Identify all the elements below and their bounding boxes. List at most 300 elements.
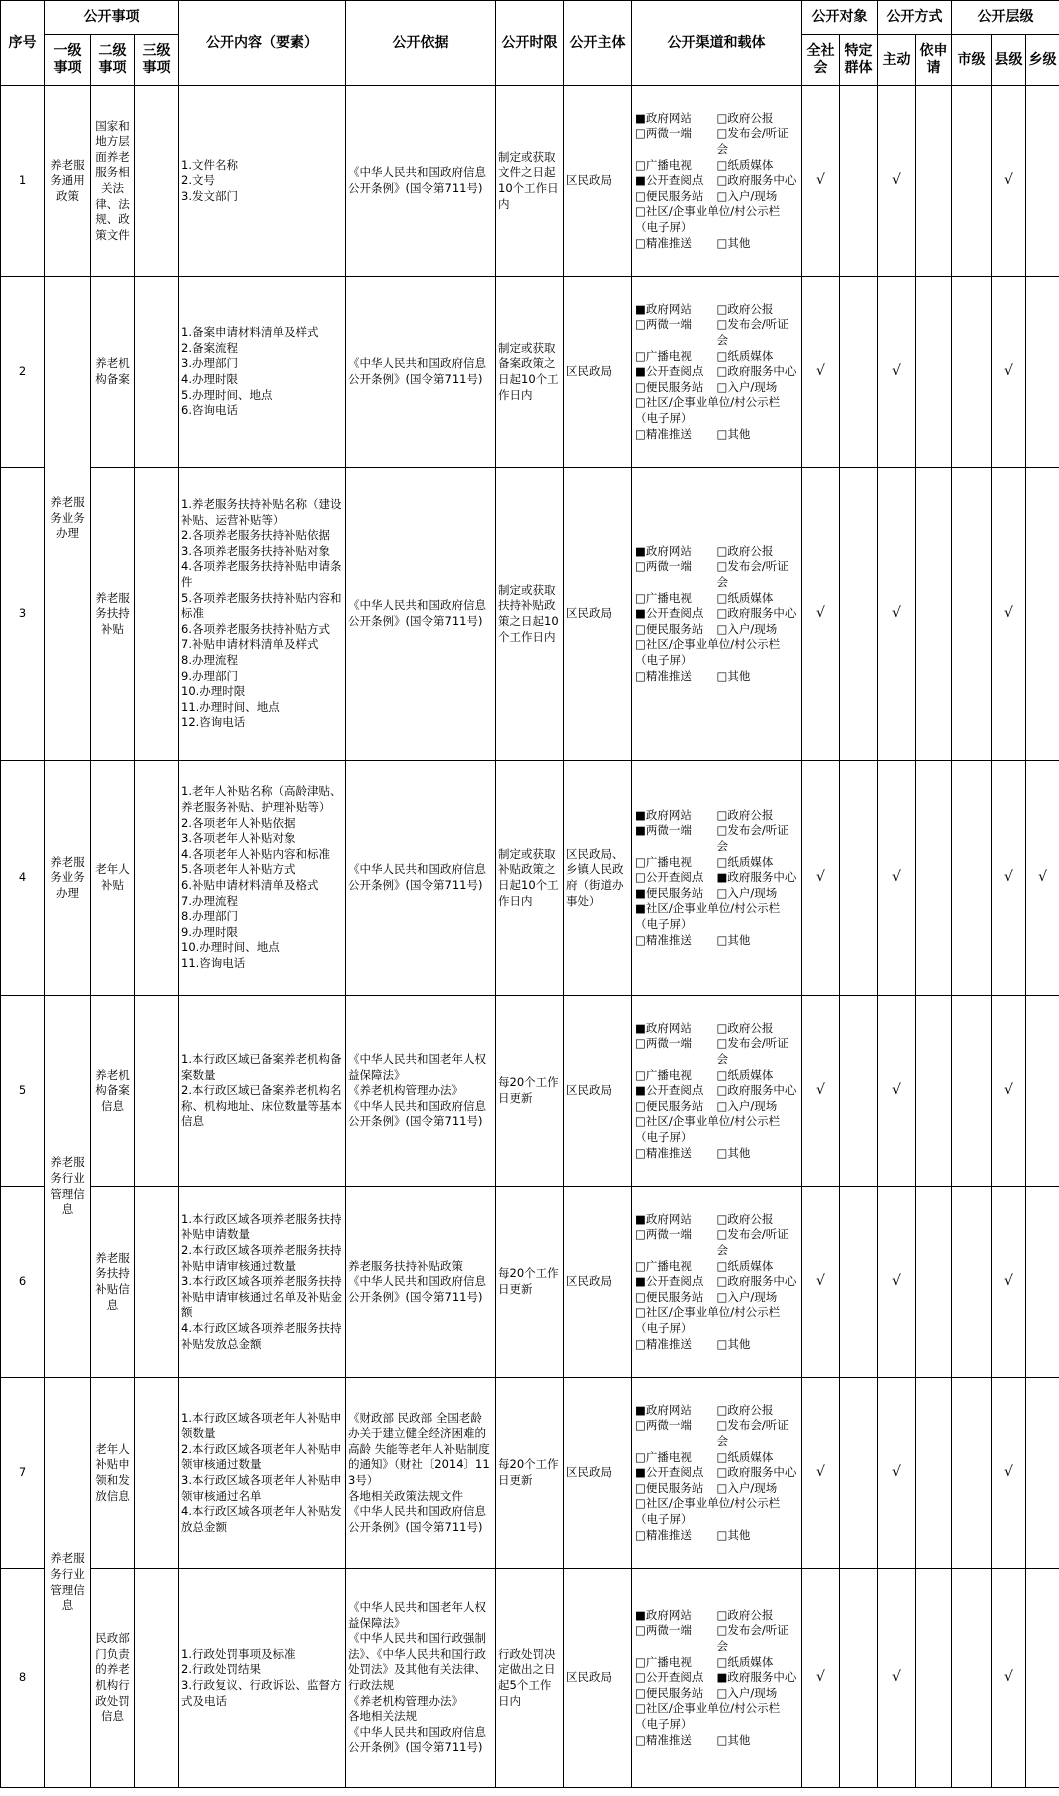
content-line: 3.发文部门 bbox=[181, 188, 238, 203]
subject-cell: 区民政局 bbox=[564, 86, 632, 277]
check-active: √ bbox=[878, 277, 916, 468]
content-line: 5.各项老年人补贴方式 bbox=[181, 862, 296, 877]
content-cell bbox=[179, 1569, 346, 1788]
lvl1-item: 养老服务通用政策 bbox=[45, 86, 91, 277]
content-line: 3.本行政区域各项养老服务扶持补贴申请审核通过名单及补贴金额 bbox=[181, 1274, 343, 1320]
channel-option: ■政府网站 bbox=[635, 1020, 692, 1035]
check-active: √ bbox=[878, 1378, 916, 1569]
basis-line: 《中华人民共和国政府信息公开条例》(国令第711号) bbox=[348, 862, 487, 892]
check-whole: √ bbox=[802, 1569, 840, 1788]
check-apply bbox=[916, 468, 952, 761]
content-line: 1.备案申请材料清单及样式 bbox=[181, 325, 319, 340]
basis-line: 《中华人民共和国老年人权益保障法》 bbox=[348, 1052, 487, 1082]
channel-option: □入户/现场 bbox=[716, 1480, 778, 1495]
channel-option: ■社区/企事业单位/村公示栏（电子屏） bbox=[635, 901, 781, 931]
channel-option: ■公开查阅点 bbox=[635, 1274, 704, 1289]
basis-cell bbox=[346, 277, 496, 468]
header-specific-group: 特定群体 bbox=[840, 35, 878, 86]
content-line: 4.各项老年人补贴内容和标准 bbox=[181, 846, 330, 861]
header-level: 公开层级 bbox=[952, 1, 1059, 35]
content-cell bbox=[179, 277, 346, 468]
header-city: 市级 bbox=[952, 35, 992, 86]
channel-list bbox=[635, 111, 798, 251]
content-line: 3.办理部门 bbox=[181, 356, 238, 371]
lvl1-item: 养老服务行业管理信息 bbox=[45, 1378, 91, 1788]
basis-line: 各地相关政策法规文件 bbox=[348, 1488, 464, 1503]
channel-option: □纸质媒体 bbox=[716, 1654, 774, 1669]
channel-cell bbox=[632, 996, 802, 1187]
channel-option: ■政府网站 bbox=[635, 1211, 692, 1226]
channel-option: □广播电视 bbox=[635, 590, 692, 605]
check-county: √ bbox=[992, 86, 1026, 277]
content-cell bbox=[179, 996, 346, 1187]
header-row-1 bbox=[1, 1, 1059, 35]
check-specific bbox=[840, 761, 878, 996]
time-limit-cell: 制定或获取文件之日起10个工作日内 bbox=[496, 86, 564, 277]
channel-option: □公开查阅点 bbox=[635, 1670, 704, 1685]
check-apply bbox=[916, 1378, 952, 1569]
channel-option: □政府公报 bbox=[716, 110, 774, 125]
header-lvl3: 三级事项 bbox=[135, 35, 179, 86]
check-specific bbox=[840, 86, 878, 277]
check-county: √ bbox=[992, 277, 1026, 468]
channel-option: ■政府服务中心 bbox=[716, 870, 797, 885]
content-line: 2.备案流程 bbox=[181, 340, 238, 355]
channel-option: □其他 bbox=[716, 1336, 751, 1351]
channel-option: ■政府服务中心 bbox=[716, 1670, 797, 1685]
row-seq: 8 bbox=[1, 1569, 45, 1788]
channel-option: □两微一端 bbox=[635, 317, 692, 332]
channel-option: □入户/现场 bbox=[716, 379, 778, 394]
channel-option: □其他 bbox=[716, 1527, 751, 1542]
channel-option: □政府服务中心 bbox=[716, 1465, 797, 1480]
table-row bbox=[1, 277, 1059, 468]
content-line: 6.各项养老服务扶持补贴方式 bbox=[181, 621, 330, 636]
basis-line: 《中华人民共和国政府信息公开条例》(国令第711号) bbox=[348, 1504, 487, 1534]
channel-option: □广播电视 bbox=[635, 157, 692, 172]
content-cell bbox=[179, 1187, 346, 1378]
lvl3-item bbox=[135, 277, 179, 468]
channel-option: □社区/企事业单位/村公示栏（电子屏） bbox=[635, 637, 781, 667]
content-line: 6.咨询电话 bbox=[181, 403, 238, 418]
channel-option: □政府公报 bbox=[716, 301, 774, 316]
check-town bbox=[1026, 1187, 1059, 1378]
basis-cell bbox=[346, 468, 496, 761]
content-line: 3.各项老年人补贴对象 bbox=[181, 831, 296, 846]
content-line: 2.文号 bbox=[181, 173, 215, 188]
check-apply bbox=[916, 1187, 952, 1378]
subject-cell: 区民政局 bbox=[564, 277, 632, 468]
content-line: 5.办理时间、地点 bbox=[181, 387, 273, 402]
channel-option: □其他 bbox=[716, 235, 751, 250]
content-line: 11.咨询电话 bbox=[181, 955, 246, 970]
header-active: 主动 bbox=[878, 35, 916, 86]
channel-option: □精准推送 bbox=[635, 235, 692, 250]
basis-line: 各地相关法规 bbox=[348, 1709, 418, 1724]
content-line: 4.本行政区域各项养老服务扶持补贴发放总金额 bbox=[181, 1320, 342, 1351]
header-items: 公开事项 bbox=[45, 1, 179, 35]
channel-option: ■政府网站 bbox=[635, 110, 692, 125]
channel-option: □精准推送 bbox=[635, 1145, 692, 1160]
channel-option: □政府服务中心 bbox=[716, 1083, 797, 1098]
content-line: 2.本行政区域各项老年人补贴申领审核通过数量 bbox=[181, 1441, 342, 1472]
channel-option: □公开查阅点 bbox=[635, 870, 704, 885]
content-line: 3.行政复议、行政诉讼、监督方式及电话 bbox=[181, 1678, 342, 1708]
channel-option: □精准推送 bbox=[635, 1527, 692, 1542]
channel-option: □入户/现场 bbox=[716, 1098, 778, 1113]
check-apply bbox=[916, 277, 952, 468]
check-city bbox=[952, 1569, 992, 1788]
channel-option: ■两微一端 bbox=[635, 823, 692, 838]
basis-cell bbox=[346, 1569, 496, 1788]
lvl2-item: 老年人补贴申领和发放信息 bbox=[91, 1378, 135, 1569]
content-line: 10.办理时限 bbox=[181, 684, 246, 699]
channel-option: □政府公报 bbox=[716, 1211, 774, 1226]
channel-option: ■公开查阅点 bbox=[635, 1083, 704, 1098]
time-limit-cell: 制定或获取补贴政策之日起10个工作日内 bbox=[496, 761, 564, 996]
channel-option: □发布会/听证会 bbox=[716, 1227, 789, 1258]
lvl3-item bbox=[135, 1569, 179, 1788]
check-specific bbox=[840, 1569, 878, 1788]
content-line: 2.本行政区域已备案养老机构名称、机构地址、床位数量等基本信息 bbox=[181, 1083, 343, 1129]
channel-option: □发布会/听证会 bbox=[716, 1036, 789, 1067]
basis-line: 《中华人民共和国老年人权益保障法》 bbox=[348, 1600, 487, 1630]
channel-option: □便民服务站 bbox=[635, 1685, 704, 1700]
check-county: √ bbox=[992, 1187, 1026, 1378]
channel-option: □纸质媒体 bbox=[716, 590, 774, 605]
content-line: 1.文件名称 bbox=[181, 157, 238, 172]
check-whole: √ bbox=[802, 277, 840, 468]
basis-line: 《财政部 民政部 全国老龄办关于建立健全经济困难的高龄 失能等老年人补贴制度的通知》（财社〔2014〕113号） bbox=[348, 1410, 490, 1487]
content-line: 4.各项养老服务扶持补贴申请条件 bbox=[181, 559, 342, 590]
basis-line: 《中华人民共和国政府信息公开条例》(国令第711号) bbox=[348, 165, 487, 195]
content-line: 9.办理时限 bbox=[181, 924, 238, 939]
row-seq: 7 bbox=[1, 1378, 45, 1569]
content-line: 8.办理流程 bbox=[181, 652, 238, 667]
channel-option: □政府服务中心 bbox=[716, 364, 797, 379]
channel-option: □便民服务站 bbox=[635, 1289, 704, 1304]
channel-option: □发布会/听证会 bbox=[716, 126, 789, 157]
channel-option: □便民服务站 bbox=[635, 1480, 704, 1495]
content-cell bbox=[179, 468, 346, 761]
table-row bbox=[1, 996, 1059, 1187]
content-line: 9.办理部门 bbox=[181, 668, 238, 683]
lvl2-item: 国家和地方层面养老服务相关法律、法规、政策文件 bbox=[91, 86, 135, 277]
channel-option: □政府公报 bbox=[716, 1607, 774, 1622]
content-line: 10.办理时间、地点 bbox=[181, 940, 280, 955]
row-seq: 3 bbox=[1, 468, 45, 761]
basis-line: 《养老机构管理办法》 bbox=[348, 1693, 464, 1708]
lvl2-item: 养老服务扶持补贴 bbox=[91, 468, 135, 761]
channel-cell bbox=[632, 468, 802, 761]
channel-option: □入户/现场 bbox=[716, 1685, 778, 1700]
table-body bbox=[1, 86, 1059, 1788]
channel-option: □政府服务中心 bbox=[716, 606, 797, 621]
channel-option: □政府公报 bbox=[716, 1020, 774, 1035]
channel-option: □政府服务中心 bbox=[716, 1274, 797, 1289]
header-county: 县级 bbox=[992, 35, 1026, 86]
header-subject: 公开主体 bbox=[564, 1, 632, 86]
channel-cell bbox=[632, 1378, 802, 1569]
channel-cell bbox=[632, 1569, 802, 1788]
basis-line: 《中华人民共和国政府信息公开条例》(国令第711号) bbox=[348, 1724, 487, 1755]
time-limit-cell: 行政处罚决定做出之日起5个工作日内 bbox=[496, 1569, 564, 1788]
channel-option: □发布会/听证会 bbox=[716, 1623, 789, 1654]
channel-option: □政府公报 bbox=[716, 807, 774, 822]
channel-option: ■公开查阅点 bbox=[635, 173, 704, 188]
check-whole: √ bbox=[802, 761, 840, 996]
check-active: √ bbox=[878, 996, 916, 1187]
channel-option: □广播电视 bbox=[635, 1067, 692, 1082]
check-county: √ bbox=[992, 761, 1026, 996]
check-active: √ bbox=[878, 468, 916, 761]
content-line: 7.办理流程 bbox=[181, 893, 238, 908]
lvl1-item: 养老服务行业管理信息 bbox=[45, 996, 91, 1378]
row-seq: 5 bbox=[1, 996, 45, 1187]
subject-cell: 区民政局 bbox=[564, 1187, 632, 1378]
channel-option: ■便民服务站 bbox=[635, 885, 704, 900]
header-apply: 依申请 bbox=[916, 35, 952, 86]
channel-option: □便民服务站 bbox=[635, 379, 704, 394]
check-specific bbox=[840, 468, 878, 761]
table-row bbox=[1, 468, 1059, 761]
check-town bbox=[1026, 468, 1059, 761]
subject-cell: 区民政局 bbox=[564, 996, 632, 1187]
channel-option: □纸质媒体 bbox=[716, 1258, 774, 1273]
check-whole: √ bbox=[802, 468, 840, 761]
channel-option: □纸质媒体 bbox=[716, 1067, 774, 1082]
subject-cell: 区民政局、乡镇人民政府（街道办事处） bbox=[564, 761, 632, 996]
table-row bbox=[1, 761, 1059, 996]
check-city bbox=[952, 1187, 992, 1378]
content-line: 2.各项养老服务扶持补贴依据 bbox=[181, 528, 330, 543]
content-line: 2.本行政区域各项养老服务扶持补贴申请审核通过数量 bbox=[181, 1243, 342, 1273]
content-line: 1.老年人补贴名称（高龄津贴、养老服务补贴、护理补贴等） bbox=[181, 784, 342, 815]
channel-option: ■政府网站 bbox=[635, 301, 692, 316]
check-town bbox=[1026, 996, 1059, 1187]
channel-option: ■公开查阅点 bbox=[635, 364, 704, 379]
basis-line: 养老服务扶持补贴政策 bbox=[348, 1258, 464, 1273]
channel-option: □入户/现场 bbox=[716, 885, 778, 900]
basis-line: 《中华人民共和国政府信息公开条例》(国令第711号) bbox=[348, 356, 487, 386]
content-cell bbox=[179, 761, 346, 996]
check-town bbox=[1026, 1378, 1059, 1569]
channel-option: □政府公报 bbox=[716, 1402, 774, 1417]
channel-option: ■政府网站 bbox=[635, 1402, 692, 1417]
lvl2-item: 养老机构备案 bbox=[91, 277, 135, 468]
basis-cell bbox=[346, 761, 496, 996]
table-row bbox=[1, 86, 1059, 277]
content-line: 12.咨询电话 bbox=[181, 715, 246, 730]
check-specific bbox=[840, 996, 878, 1187]
content-cell bbox=[179, 86, 346, 277]
lvl2-item: 老年人补贴 bbox=[91, 761, 135, 996]
time-limit-cell: 制定或获取备案政策之日起10个工作日内 bbox=[496, 277, 564, 468]
channel-list bbox=[635, 544, 798, 684]
check-city bbox=[952, 468, 992, 761]
table-row bbox=[1, 1569, 1059, 1788]
check-whole: √ bbox=[802, 86, 840, 277]
check-county: √ bbox=[992, 468, 1026, 761]
check-whole: √ bbox=[802, 1187, 840, 1378]
channel-option: □发布会/听证会 bbox=[716, 559, 789, 590]
basis-line: 《中华人民共和国政府信息公开条例》(国令第711号) bbox=[348, 598, 487, 628]
content-line: 1.本行政区域各项养老服务扶持补贴申请数量 bbox=[181, 1211, 342, 1242]
channel-cell bbox=[632, 86, 802, 277]
check-specific bbox=[840, 277, 878, 468]
header-channel: 公开渠道和载体 bbox=[632, 1, 802, 86]
lvl2-item: 民政部门负责的养老机构行政处罚信息 bbox=[91, 1569, 135, 1788]
channel-list bbox=[635, 1608, 798, 1748]
channel-option: □其他 bbox=[716, 1732, 751, 1747]
check-apply bbox=[916, 761, 952, 996]
subject-cell: 区民政局 bbox=[564, 468, 632, 761]
header-time: 公开时限 bbox=[496, 1, 564, 86]
check-city bbox=[952, 277, 992, 468]
channel-option: □精准推送 bbox=[635, 426, 692, 441]
lvl2-item: 养老机构备案信息 bbox=[91, 996, 135, 1187]
check-city bbox=[952, 1378, 992, 1569]
channel-option: ■政府网站 bbox=[635, 807, 692, 822]
channel-option: □其他 bbox=[716, 932, 751, 947]
check-whole: √ bbox=[802, 1378, 840, 1569]
channel-option: □社区/企事业单位/村公示栏（电子屏） bbox=[635, 204, 781, 234]
basis-cell bbox=[346, 996, 496, 1187]
time-limit-cell: 制定或获取扶持补贴政策之日起10个工作日内 bbox=[496, 468, 564, 761]
channel-list bbox=[635, 302, 798, 442]
lvl3-item bbox=[135, 1378, 179, 1569]
lvl3-item bbox=[135, 468, 179, 761]
channel-list bbox=[635, 808, 798, 948]
content-line: 7.补贴申请材料清单及样式 bbox=[181, 637, 319, 652]
channel-option: □发布会/听证会 bbox=[716, 1418, 789, 1449]
channel-option: □政府公报 bbox=[716, 543, 774, 558]
subject-cell: 区民政局 bbox=[564, 1378, 632, 1569]
channel-option: □便民服务站 bbox=[635, 621, 704, 636]
content-line: 2.行政处罚结果 bbox=[181, 1662, 261, 1677]
channel-option: □两微一端 bbox=[635, 1418, 692, 1433]
channel-option: □精准推送 bbox=[635, 668, 692, 683]
check-town: √ bbox=[1026, 761, 1059, 996]
basis-line: 《养老机构管理办法》 bbox=[348, 1083, 464, 1098]
content-cell bbox=[179, 1378, 346, 1569]
header-method: 公开方式 bbox=[878, 1, 952, 35]
channel-option: □便民服务站 bbox=[635, 188, 704, 203]
channel-cell bbox=[632, 277, 802, 468]
channel-option: □两微一端 bbox=[635, 1623, 692, 1638]
check-county: √ bbox=[992, 996, 1026, 1187]
time-limit-cell: 每20个工作日更新 bbox=[496, 1378, 564, 1569]
channel-option: □广播电视 bbox=[635, 1258, 692, 1273]
lvl3-item bbox=[135, 996, 179, 1187]
time-limit-cell: 每20个工作日更新 bbox=[496, 996, 564, 1187]
check-city bbox=[952, 761, 992, 996]
check-specific bbox=[840, 1187, 878, 1378]
channel-option: □发布会/听证会 bbox=[716, 317, 789, 348]
channel-option: □广播电视 bbox=[635, 348, 692, 363]
channel-option: ■公开查阅点 bbox=[635, 606, 704, 621]
channel-option: □社区/企事业单位/村公示栏（电子屏） bbox=[635, 1305, 781, 1335]
channel-option: □广播电视 bbox=[635, 854, 692, 869]
channel-option: □社区/企事业单位/村公示栏（电子屏） bbox=[635, 395, 781, 425]
channel-option: □入户/现场 bbox=[716, 621, 778, 636]
header-target: 公开对象 bbox=[802, 1, 878, 35]
channel-list bbox=[635, 1212, 798, 1352]
channel-option: □其他 bbox=[716, 426, 751, 441]
channel-cell bbox=[632, 1187, 802, 1378]
lvl3-item bbox=[135, 761, 179, 996]
check-active: √ bbox=[878, 761, 916, 996]
channel-option: □两微一端 bbox=[635, 126, 692, 141]
content-line: 3.各项养老服务扶持补贴对象 bbox=[181, 543, 330, 558]
check-whole: √ bbox=[802, 996, 840, 1187]
content-line: 4.办理时限 bbox=[181, 372, 238, 386]
check-active: √ bbox=[878, 86, 916, 277]
row-seq: 2 bbox=[1, 277, 45, 468]
header-lvl1: 一级事项 bbox=[45, 35, 91, 86]
content-line: 1.本行政区域各项老年人补贴申领数量 bbox=[181, 1410, 342, 1441]
basis-cell bbox=[346, 1378, 496, 1569]
header-lvl2: 二级事项 bbox=[91, 35, 135, 86]
header-whole-society: 全社会 bbox=[802, 35, 840, 86]
channel-option: ■公开查阅点 bbox=[635, 1465, 704, 1480]
lvl2-item: 养老服务扶持补贴信息 bbox=[91, 1187, 135, 1378]
channel-option: □精准推送 bbox=[635, 1732, 692, 1747]
channel-option: □两微一端 bbox=[635, 1227, 692, 1242]
channel-option: □其他 bbox=[716, 668, 751, 683]
row-seq: 1 bbox=[1, 86, 45, 277]
channel-option: □社区/企事业单位/村公示栏（电子屏） bbox=[635, 1701, 781, 1731]
content-line: 5.各项养老服务扶持补贴内容和标准 bbox=[181, 590, 342, 621]
check-active: √ bbox=[878, 1187, 916, 1378]
time-limit-cell: 每20个工作日更新 bbox=[496, 1187, 564, 1378]
lvl3-item bbox=[135, 86, 179, 277]
table-row bbox=[1, 1187, 1059, 1378]
subject-cell: 区民政局 bbox=[564, 1569, 632, 1788]
basis-line: 《中华人民共和国行政强制法》、《中华人民共和国行政处罚法》及其他有关法律、行政法规 bbox=[348, 1631, 487, 1692]
check-apply bbox=[916, 996, 952, 1187]
channel-option: □入户/现场 bbox=[716, 1289, 778, 1304]
content-line: 1.本行政区域已备案养老机构备案数量 bbox=[181, 1052, 342, 1082]
row-seq: 4 bbox=[1, 761, 45, 996]
basis-cell bbox=[346, 86, 496, 277]
content-line: 2.各项老年人补贴依据 bbox=[181, 815, 296, 830]
content-line: 1.行政处罚事项及标准 bbox=[181, 1646, 296, 1661]
content-line: 1.养老服务扶持补贴名称（建设补贴、运营补贴等） bbox=[181, 497, 342, 527]
row-seq: 6 bbox=[1, 1187, 45, 1378]
check-town bbox=[1026, 277, 1059, 468]
channel-option: □社区/企事业单位/村公示栏（电子屏） bbox=[635, 1114, 781, 1144]
channel-option: □社区/企事业单位/村公示栏（电子屏） bbox=[635, 1496, 781, 1526]
channel-option: ■政府网站 bbox=[635, 1607, 692, 1622]
content-line: 8.办理部门 bbox=[181, 909, 238, 924]
check-city bbox=[952, 86, 992, 277]
channel-option: □纸质媒体 bbox=[716, 348, 774, 363]
header-basis: 公开依据 bbox=[346, 1, 496, 86]
channel-option: □精准推送 bbox=[635, 1336, 692, 1351]
channel-option: □发布会/听证会 bbox=[716, 823, 789, 854]
check-apply bbox=[916, 1569, 952, 1788]
table-row bbox=[1, 1378, 1059, 1569]
header-seq: 序号 bbox=[1, 1, 45, 86]
channel-option: □纸质媒体 bbox=[716, 157, 774, 172]
check-specific bbox=[840, 1378, 878, 1569]
lvl3-item bbox=[135, 1187, 179, 1378]
content-line: 6.补贴申请材料清单及格式 bbox=[181, 878, 319, 892]
basis-line: 《中华人民共和国政府信息公开条例》(国令第711号) bbox=[348, 1274, 487, 1304]
check-active: √ bbox=[878, 1569, 916, 1788]
channel-cell bbox=[632, 761, 802, 996]
